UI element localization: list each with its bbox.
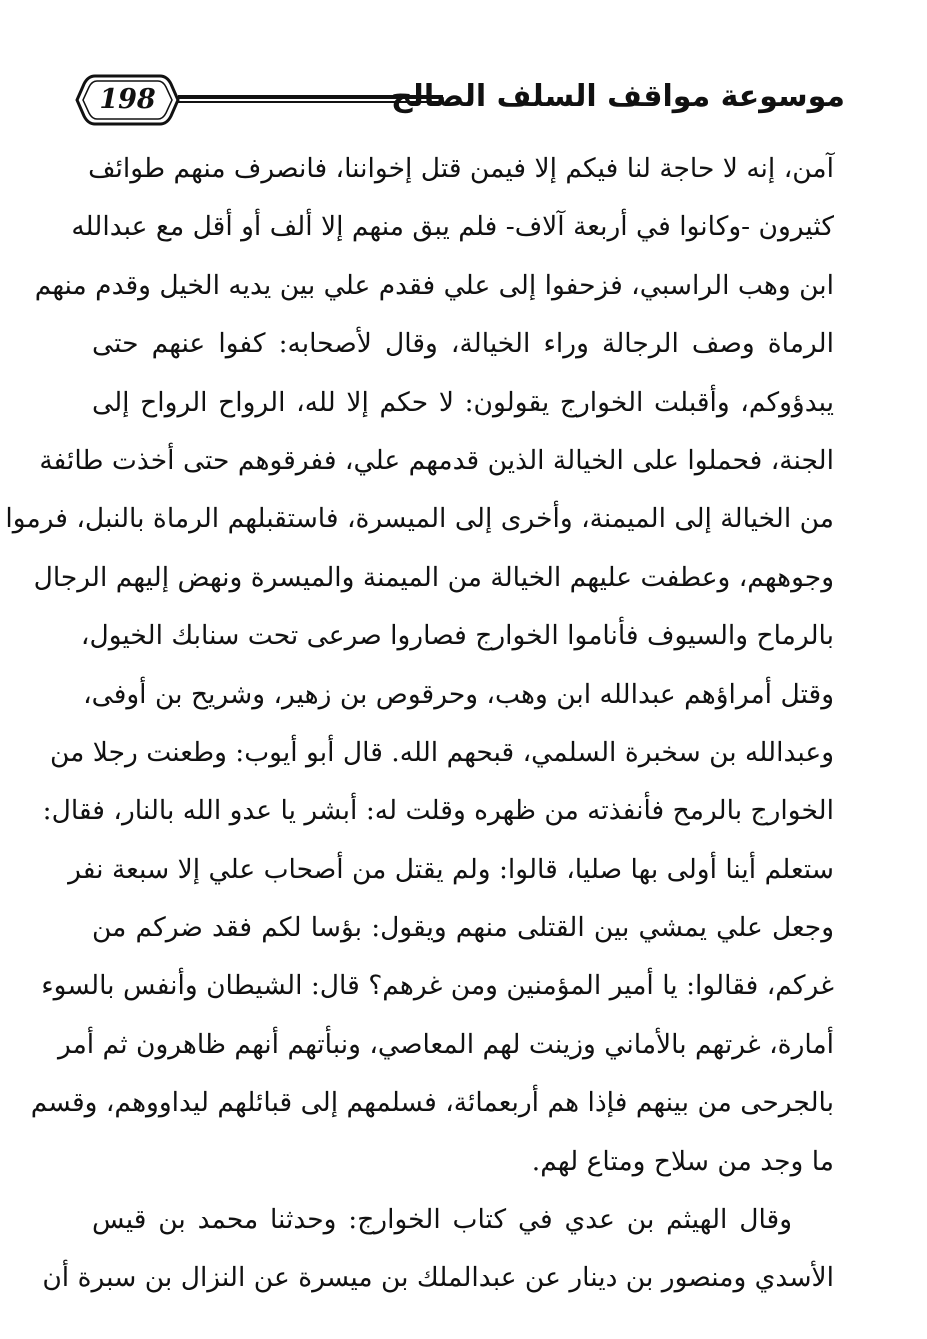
text-line: آمن، إنه لا حاجة لنا فيكم إلا فيمن قتل إخواننا، فانصرف منهم طوائف: [88, 153, 834, 184]
text-line: من الخيالة إلى الميمنة، وأخرى إلى الميسرة، فاستقبلهم الرماة بالنبل، فرموا: [5, 503, 834, 535]
text-line: ستعلم أينا أولى بها صليا، قالوا: ولم يقتل من أصحاب علي إلا سبعة نفر: [68, 853, 834, 885]
text-line: ما وجد من سلاح ومتاع لهم.: [531, 1145, 834, 1177]
text-line: يبدؤوكم، وأقبلت الخوارج يقولون: لا حكم إلا لله، الرواح الرواح إلى: [92, 386, 834, 418]
text-line: غركم، فقالوا: يا أمير المؤمنين ومن غرهم؟ قال: الشيطان وأنفس بالسوء: [41, 970, 834, 1002]
text-line: بالرماح والسيوف فأناموا الخوارج فصاروا صرعى تحت سنابك الخيول،: [80, 620, 834, 652]
text-line: الرماة وصف الرجالة وراء الخيالة، وقال لأصحابه: كفوا عنهم حتى: [92, 328, 834, 360]
text-line: وقال الهيثم بن عدي في كتاب الخوارج: وحدثنا محمد بن قيس: [92, 1204, 792, 1236]
text-line: ابن وهب الراسبي، فزحفوا إلى علي فقدم علي بين يديه الخيل وقدم منهم: [34, 269, 834, 301]
page-number-badge: [75, 72, 180, 128]
text-line: الجنة، فحملوا على الخيالة الذين قدمهم علي، ففرقوهم حتى أخذت طائفة: [39, 444, 834, 476]
text-line: كثيرون -وكانوا في أربعة آلاف- فلم يبق منهم إلا ألف أو أقل مع عبدالله: [71, 211, 834, 243]
text-line: وجوههم، وعطفت عليهم الخيالة من الميمنة والميسرة ونهض إليهم الرجال: [33, 561, 834, 593]
page-body-text: [5, 140, 834, 1308]
text-line: الخوارج بالرمح فأنفذته من ظهره وقلت له: أبشر يا عدو الله بالنار، فقال:: [42, 795, 834, 827]
series-title: موسوعة مواقف السلف الصالح: [390, 79, 845, 114]
text-line: الأسدي ومنصور بن دينار عن عبدالملك بن ميسرة عن النزال بن سبرة أن: [42, 1262, 834, 1294]
text-line: أمارة، غرتهم بالأماني وزينت لهم المعاصي، ونبأتهم أنهم ظاهرون ثم أمر: [57, 1028, 834, 1060]
text-line: وقتل أمراؤهم عبدالله ابن وهب، وحرقوص بن زهير، وشريح بن أوفى،: [83, 678, 834, 710]
page-header: [75, 62, 845, 138]
text-line: وعبدالله بن سخبرة السلمي، قبحهم الله. قال أبو أيوب: وطعنت رجلا من: [49, 736, 834, 768]
page-number: 198: [99, 84, 156, 115]
text-line: بالجرحى من بينهم فإذا هم أربعمائة، فسلمهم إلى قبائلهم ليداووهم، وقسم: [30, 1087, 834, 1119]
text-line: وجعل علي يمشي بين القتلى منهم ويقول: بؤسا لكم فقد ضركم من: [92, 912, 834, 944]
